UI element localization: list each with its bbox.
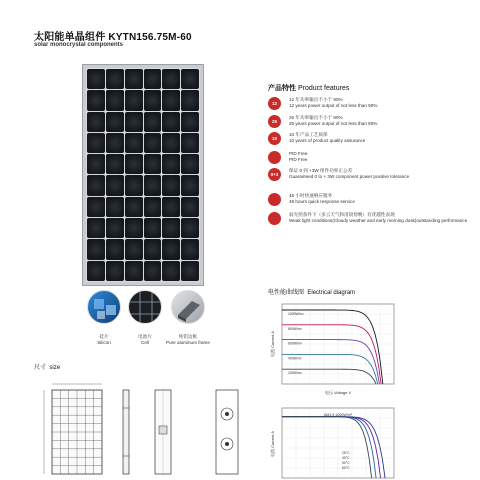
- irradiance-series-label: 1000W/m²: [288, 312, 304, 316]
- solar-cell: [87, 90, 105, 110]
- solar-cell: [87, 69, 105, 89]
- solar-cell: [162, 69, 180, 89]
- iv-curve-temperature-chart: [268, 404, 408, 480]
- solar-cell: [181, 218, 199, 238]
- features-heading-cn: 产品特性: [268, 85, 296, 92]
- solar-cell: [181, 133, 199, 153]
- temp-ylabel: 电流 Current A: [270, 430, 275, 458]
- irradiance-series-label: 400W/m²: [288, 356, 302, 361]
- pid-free-icon: [268, 151, 281, 164]
- solar-cell: [125, 218, 143, 238]
- solar-cell: [162, 133, 180, 153]
- solar-cell: [181, 239, 199, 259]
- solar-cell: [144, 239, 162, 259]
- solar-cell: [144, 69, 162, 89]
- feature-text: 25 年功率输出不小于 80% 25 years power output of not less than 80%: [289, 115, 378, 126]
- feature-text: 10 年产品工艺质保 10 years of product quality assurance: [289, 132, 366, 143]
- product-title: 太阳能单晶组件 KYTN156.75M-60: [34, 32, 192, 43]
- silicon-label: 硅片 Silicon: [97, 334, 111, 345]
- solar-cell: [181, 90, 199, 110]
- temp-annotation: AM1.5 1000W/m²: [324, 413, 352, 417]
- solar-cell: [87, 133, 105, 153]
- solar-cell: [106, 154, 124, 174]
- response-48-icon: [268, 193, 281, 206]
- solar-cell: [144, 197, 162, 217]
- solar-cell: [144, 90, 162, 110]
- cell-label: 电池片 Cell: [138, 334, 152, 345]
- feature-text: 12 年功率输出不小于 90% 12 years power output of not less than 90%: [289, 97, 378, 108]
- irr-xlabel: 电压 Voltage V: [324, 390, 352, 395]
- solar-cell: [181, 112, 199, 132]
- solar-cell: [144, 133, 162, 153]
- feature-text: PID Free PID Free: [289, 151, 308, 162]
- irr-ylabel: 电流 Current A: [270, 330, 275, 358]
- solar-cell: [144, 175, 162, 195]
- solar-cell: [181, 261, 199, 281]
- solar-cell: [106, 69, 124, 89]
- aluminum-frame-thumbnail: [171, 290, 205, 324]
- solar-cell: [125, 69, 143, 89]
- solar-cell: [87, 197, 105, 217]
- solar-cell: [106, 218, 124, 238]
- solar-cell: [162, 90, 180, 110]
- feature-text: 48 小时快速响应服务 48 hours quick response service: [289, 193, 355, 204]
- solar-cell: [162, 175, 180, 195]
- solar-cell: [125, 112, 143, 132]
- warranty-12-icon: 12: [268, 97, 281, 110]
- solar-cell: [125, 90, 143, 110]
- irradiance-series-label: 200W/m²: [288, 371, 302, 376]
- solar-cell: [106, 197, 124, 217]
- solar-panel-cells: [86, 68, 200, 282]
- solar-cell: [87, 218, 105, 238]
- back-view-drawing: [150, 378, 176, 478]
- solar-cell: [181, 197, 199, 217]
- warranty-25-icon: 25: [268, 115, 281, 128]
- irradiance-series-label: 800W/m²: [288, 326, 302, 331]
- iv-curve-irradiance-chart: [268, 300, 408, 400]
- features-heading: [268, 83, 349, 93]
- solar-cell: [181, 69, 199, 89]
- temperature-series-label: 60°C: [342, 466, 350, 470]
- solar-cell: [106, 175, 124, 195]
- solar-cell: [106, 90, 124, 110]
- solar-cell: [181, 175, 199, 195]
- solar-cell: [125, 175, 143, 195]
- detail-view-drawing: [210, 378, 250, 478]
- solar-cell: [87, 175, 105, 195]
- solar-cell: [125, 154, 143, 174]
- solar-cell: [162, 197, 180, 217]
- solar-panel-image: [82, 64, 204, 286]
- solar-cell: [162, 239, 180, 259]
- solar-cell: [87, 261, 105, 281]
- solar-cell: [162, 218, 180, 238]
- solar-cell: [125, 239, 143, 259]
- solar-cell: [106, 133, 124, 153]
- solar-cell: [162, 261, 180, 281]
- weak-light-icon: [268, 212, 281, 225]
- solar-cell: [106, 112, 124, 132]
- feature-text: 保证 0 到 +3W 组件功率正公差 Guaranteed 0 to + 3W component power positive tolerance: [289, 168, 410, 179]
- solar-cell: [162, 154, 180, 174]
- irradiance-series-label: 600W/m²: [288, 341, 302, 346]
- front-view-drawing: [40, 378, 106, 478]
- solar-cell: [181, 154, 199, 174]
- electrical-heading: 电性能曲线图 Electrical diagram: [268, 290, 356, 296]
- solar-cell: [144, 261, 162, 281]
- solar-cell: [144, 112, 162, 132]
- solar-cell: [144, 154, 162, 174]
- features-heading-en: Product features: [297, 85, 350, 92]
- temperature-series-label: 50°C: [342, 461, 350, 465]
- temperature-series-label: 40°C: [342, 456, 350, 460]
- solar-cell: [106, 261, 124, 281]
- solar-cell: [125, 133, 143, 153]
- side-view-drawing: [115, 378, 139, 478]
- temperature-series-label: 25°C: [342, 451, 350, 455]
- quality-10-icon: 10: [268, 132, 281, 145]
- frame-label: 纯铝边框 Pure aluminum frame: [166, 334, 210, 345]
- cell-thumbnail: [128, 290, 162, 324]
- solar-cell: [144, 218, 162, 238]
- solar-cell: [125, 197, 143, 217]
- solar-cell: [125, 261, 143, 281]
- product-subtitle: solar monocrystal components: [34, 42, 124, 48]
- solar-cell: [106, 239, 124, 259]
- silicon-thumbnail: [87, 290, 121, 324]
- solar-cell: [87, 112, 105, 132]
- tolerance-icon: 0+3: [268, 168, 281, 181]
- size-heading: 尺寸 size: [34, 365, 61, 371]
- feature-text: 弱光照条件下（多云天气和清晨傍晚）有优越性表现 Weak light conditions(Cloudy weather and early morning dusk)outstanding performance: [289, 212, 468, 223]
- solar-cell: [87, 239, 105, 259]
- solar-cell: [162, 112, 180, 132]
- solar-cell: [87, 154, 105, 174]
